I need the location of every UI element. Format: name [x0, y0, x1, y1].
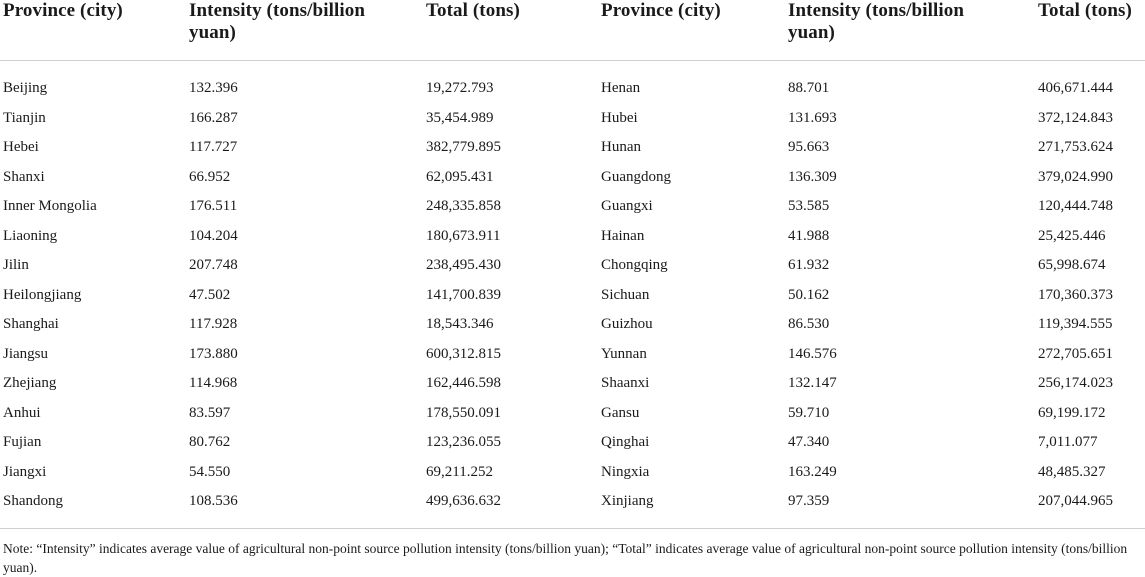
- table-row: [0, 192, 1145, 222]
- cell-total-right: 372,124.843: [1038, 109, 1113, 126]
- cell-total-right: 7,011.077: [1038, 434, 1098, 450]
- cell-province-left: Fujian: [3, 434, 42, 450]
- cell-province-left: Jiangxi: [3, 463, 47, 480]
- cell-province-right: Hunan: [601, 139, 641, 155]
- cell-province-left: Tianjin: [3, 109, 46, 126]
- cell-intensity-left: 114.968: [189, 375, 238, 391]
- cell-province-right: Shaanxi: [601, 375, 650, 391]
- header-province-left: Province (city): [3, 0, 123, 21]
- cell-total-left: 123,236.055: [426, 434, 501, 450]
- cell-intensity-left: 176.511: [189, 198, 238, 214]
- table-row: [0, 458, 1145, 488]
- cell-total-left: 180,673.911: [426, 227, 501, 244]
- cell-province-right: Chongqing: [601, 257, 668, 273]
- cell-province-right: Guangdong: [601, 168, 671, 185]
- cell-total-left: 18,543.346: [426, 316, 494, 332]
- cell-intensity-left: 54.550: [189, 463, 231, 480]
- cell-total-left: 178,550.091: [426, 404, 501, 421]
- cell-province-left: Shandong: [3, 493, 63, 509]
- cell-province-right: Sichuan: [601, 286, 650, 303]
- cell-total-right: 271,753.624: [1038, 139, 1113, 155]
- cell-total-right: 48,485.327: [1038, 463, 1106, 480]
- cell-province-right: Qinghai: [601, 434, 650, 450]
- cell-total-left: 499,636.632: [426, 493, 501, 509]
- cell-intensity-left: 80.762: [189, 434, 231, 450]
- cell-province-right: Hubei: [601, 109, 638, 126]
- cell-intensity-right: 88.701: [788, 80, 830, 96]
- cell-intensity-right: 41.988: [788, 227, 830, 244]
- cell-total-left: 382,779.895: [426, 139, 501, 155]
- header-intensity-left-line1: Intensity (tons/billion: [189, 0, 365, 21]
- cell-province-right: Gansu: [601, 404, 640, 421]
- table-row: [0, 369, 1145, 399]
- table-row: [0, 104, 1145, 134]
- table-row: [0, 281, 1145, 311]
- cell-total-right: 119,394.555: [1038, 316, 1113, 332]
- table-row: [0, 74, 1145, 104]
- cell-province-left: Shanghai: [3, 316, 59, 332]
- cell-province-left: Shanxi: [3, 168, 45, 185]
- cell-total-right: 272,705.651: [1038, 345, 1113, 362]
- cell-intensity-left: 117.727: [189, 139, 238, 155]
- table-note: Note: “Intensity” indicates average value of agricultural non-point source pollution intensity (tons/billion yuan); “Total” indicates average value of agricultural non-point source pollution intensity (tons/billion yuan).: [3, 541, 1128, 575]
- cell-intensity-right: 86.530: [788, 316, 830, 332]
- cell-total-left: 162,446.598: [426, 375, 501, 391]
- cell-intensity-right: 132.147: [788, 375, 837, 391]
- cell-intensity-left: 108.536: [189, 493, 238, 509]
- cell-intensity-left: 132.396: [189, 80, 238, 96]
- cell-province-right: Guangxi: [601, 198, 653, 214]
- cell-total-left: 238,495.430: [426, 257, 501, 273]
- cell-intensity-left: 83.597: [189, 404, 231, 421]
- cell-total-right: 170,360.373: [1038, 286, 1113, 303]
- cell-intensity-right: 47.340: [788, 434, 830, 450]
- cell-intensity-right: 59.710: [788, 404, 830, 421]
- cell-province-left: Jiangsu: [3, 345, 48, 362]
- cell-total-left: 69,211.252: [426, 463, 493, 480]
- table-row: [0, 399, 1145, 429]
- table-row: [0, 340, 1145, 370]
- cell-intensity-left: 173.880: [189, 345, 238, 362]
- header-intensity-right: [788, 0, 964, 44]
- cell-intensity-left: 207.748: [189, 257, 238, 273]
- table-row: [0, 428, 1145, 458]
- header-intensity-left-line2: yuan): [189, 22, 236, 43]
- cell-total-right: 25,425.446: [1038, 227, 1106, 244]
- cell-intensity-right: 53.585: [788, 198, 830, 214]
- cell-province-right: Yunnan: [601, 345, 647, 362]
- cell-province-right: Hainan: [601, 227, 645, 244]
- header-intensity-right-line1: Intensity (tons/billion: [788, 0, 964, 21]
- cell-province-left: Anhui: [3, 404, 41, 421]
- table-body: [0, 61, 1145, 529]
- header-province-right: Province (city): [601, 0, 721, 21]
- cell-total-right: 256,174.023: [1038, 375, 1113, 391]
- cell-total-left: 141,700.839: [426, 286, 501, 303]
- cell-intensity-left: 166.287: [189, 109, 238, 126]
- cell-intensity-right: 163.249: [788, 463, 837, 480]
- cell-intensity-left: 66.952: [189, 168, 231, 185]
- table-row: [0, 163, 1145, 193]
- header-intensity-left: [189, 0, 365, 44]
- cell-total-left: 62,095.431: [426, 168, 494, 185]
- table-row: [0, 251, 1145, 281]
- cell-intensity-left: 104.204: [189, 227, 238, 244]
- cell-province-right: Ningxia: [601, 463, 650, 480]
- header-intensity-right-line2: yuan): [788, 22, 835, 43]
- table-row: [0, 487, 1145, 517]
- cell-province-left: Jilin: [3, 257, 29, 273]
- cell-total-left: 600,312.815: [426, 345, 501, 362]
- cell-total-right: 379,024.990: [1038, 168, 1113, 185]
- cell-total-right: 65,998.674: [1038, 257, 1106, 273]
- cell-total-right: 406,671.444: [1038, 80, 1113, 96]
- cell-province-left: Beijing: [3, 80, 48, 96]
- cell-intensity-right: 97.359: [788, 493, 830, 509]
- cell-intensity-right: 146.576: [788, 345, 837, 362]
- cell-intensity-right: 136.309: [788, 168, 837, 185]
- header-total-right: Total (tons): [1038, 0, 1132, 21]
- cell-total-right: 69,199.172: [1038, 404, 1106, 421]
- table-row: [0, 133, 1145, 163]
- cell-total-right: 207,044.965: [1038, 493, 1113, 509]
- cell-total-left: 19,272.793: [426, 80, 494, 96]
- header-total-left: Total (tons): [426, 0, 520, 21]
- cell-total-left: 248,335.858: [426, 198, 501, 214]
- cell-intensity-left: 47.502: [189, 286, 231, 303]
- table-header: [0, 0, 1145, 61]
- cell-province-left: Inner Mongolia: [3, 198, 97, 214]
- cell-total-left: 35,454.989: [426, 109, 494, 126]
- cell-province-right: Xinjiang: [601, 493, 654, 509]
- table-row: [0, 310, 1145, 340]
- cell-intensity-right: 95.663: [788, 139, 830, 155]
- cell-province-left: Hebei: [3, 139, 39, 155]
- cell-intensity-right: 50.162: [788, 286, 830, 303]
- cell-intensity-right: 61.932: [788, 257, 830, 273]
- cell-province-left: Zhejiang: [3, 375, 57, 391]
- table-row: [0, 222, 1145, 252]
- cell-province-right: Guizhou: [601, 316, 653, 332]
- cell-intensity-left: 117.928: [189, 316, 238, 332]
- cell-province-right: Henan: [601, 80, 641, 96]
- cell-province-left: Liaoning: [3, 227, 58, 244]
- cell-intensity-right: 131.693: [788, 109, 837, 126]
- cell-province-left: Heilongjiang: [3, 286, 82, 303]
- cell-total-right: 120,444.748: [1038, 198, 1113, 214]
